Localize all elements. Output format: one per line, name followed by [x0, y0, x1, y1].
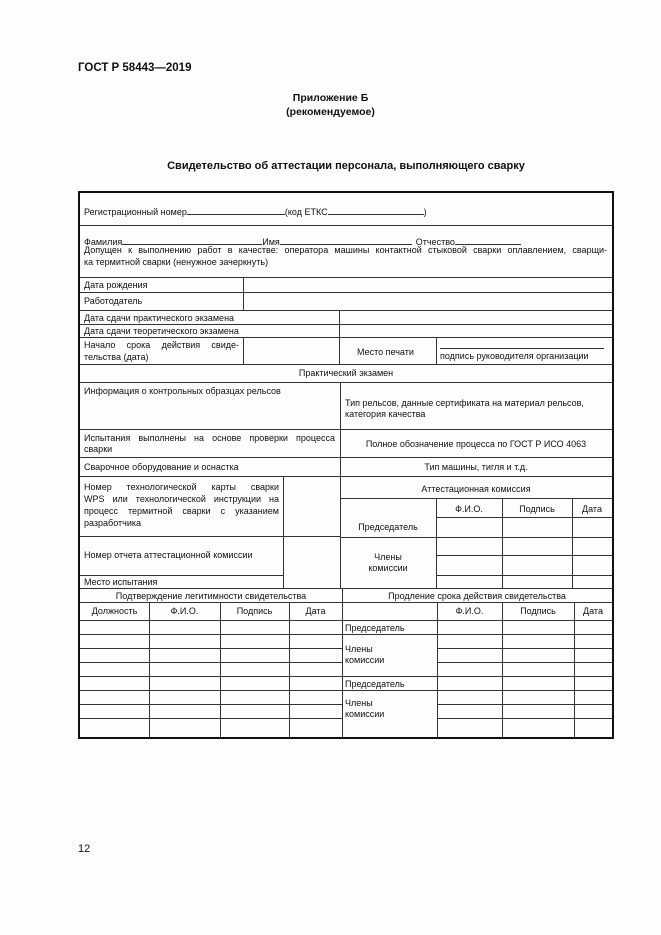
- practical-exam-date-label: Дата сдачи практического экзамена: [84, 313, 235, 323]
- registration-line: [84, 205, 427, 218]
- equipment-label: Сварочное оборудование и оснастка: [84, 462, 239, 472]
- divider: [80, 588, 612, 589]
- wps-line-4: разработчика: [84, 518, 141, 528]
- validity-start-label: [84, 340, 239, 363]
- divider: [339, 337, 340, 364]
- etks-code-field[interactable]: [328, 205, 424, 215]
- page-number: 12: [78, 843, 91, 855]
- table-row: [80, 690, 342, 691]
- divider: [80, 277, 612, 278]
- legitimacy-col-fio: Ф.И.О.: [170, 606, 199, 616]
- divider: [80, 457, 612, 458]
- wps-line-2: WPS или технологической инструкции на: [84, 494, 279, 504]
- divider: [436, 555, 612, 556]
- divider: [80, 575, 283, 576]
- name-label: Имя: [262, 237, 280, 247]
- divider: [243, 277, 244, 310]
- commission-col-fio: Ф.И.О.: [455, 504, 483, 514]
- tests-basis-line-1: Испытания выполнены на основе проверки процесса: [84, 433, 335, 443]
- document-standard-code: ГОСТ Р 58443—2019: [78, 62, 192, 74]
- divider: [436, 517, 612, 518]
- legitimacy-title: Подтверждение легитимности свидетельства: [115, 591, 307, 601]
- name-field[interactable]: [280, 235, 412, 245]
- table-row: [80, 662, 342, 663]
- divider: [80, 337, 612, 338]
- extension-chairman-1: Председатель: [345, 623, 405, 633]
- extension-title: Продление срока действия свидетельства: [388, 591, 566, 601]
- divider: [436, 575, 612, 576]
- table-row: [80, 718, 342, 719]
- extension-col-date: Дата: [583, 606, 603, 616]
- divider: [80, 429, 612, 430]
- table-row: [80, 648, 342, 649]
- surname-label: Фамилия: [84, 237, 123, 247]
- annex-status: (рекомендуемое): [286, 106, 375, 118]
- table-row: [437, 704, 612, 705]
- samples-info-label: Информация о контрольных образцах рельсов: [84, 386, 281, 396]
- report-number-label: Номер отчета аттестационной комиссии: [84, 550, 253, 560]
- extension-members-1-line-1: Члены: [345, 644, 373, 654]
- commission-col-signature: Подпись: [519, 504, 555, 514]
- divider: [80, 324, 612, 325]
- table-row: [80, 676, 342, 677]
- table-row: [342, 676, 612, 677]
- divider: [80, 364, 612, 365]
- divider: [149, 602, 150, 737]
- table-row: [437, 718, 612, 719]
- rail-type-line-2: категория качества: [345, 409, 426, 419]
- divider: [283, 476, 284, 589]
- extension-members-2-line-1: Члены: [345, 698, 373, 708]
- table-row: [80, 704, 342, 705]
- tests-basis-line-2: сварки: [84, 444, 113, 454]
- legitimacy-col-date: Дата: [305, 606, 326, 616]
- admitted-line-1: Допущен к выполнению работ в качестве: оператора машины контактной стыковой сварки оплавлением, сварщи-: [84, 245, 607, 255]
- signature-line[interactable]: [440, 348, 604, 349]
- commission-chairman-label: Председатель: [358, 522, 418, 532]
- org-head-signature-label: подпись руководителя организации: [440, 351, 589, 361]
- practical-exam-section-title: Практический экзамен: [298, 368, 394, 378]
- wps-line-3: процесс термитной сварки с указанием: [84, 506, 279, 516]
- employer-label: Работодатель: [84, 296, 143, 306]
- table-row: [342, 690, 612, 691]
- extension-chairman-2: Председатель: [345, 679, 405, 689]
- divider: [574, 602, 575, 737]
- validity-start-line-2: тельства (дата): [84, 351, 149, 362]
- commission-title: Аттестационная комиссия: [421, 484, 531, 494]
- rail-type-line-1: Тип рельсов, данные сертификата на материал рельсов,: [345, 398, 584, 408]
- annex-title: Приложение Б: [292, 92, 369, 104]
- etks-close: ): [423, 207, 427, 217]
- table-row: [80, 620, 342, 621]
- table-row: [342, 620, 612, 621]
- process-designation-label: Полное обозначение процесса по ГОСТ Р ИСО 4063: [365, 439, 587, 449]
- patronymic-label: Отчество: [415, 237, 455, 247]
- birth-date-label: Дата рождения: [84, 280, 148, 290]
- extension-members-2-line-2: комиссии: [345, 709, 385, 719]
- validity-start-line-1: Начало срока действия свиде-: [84, 340, 239, 350]
- admitted-line-2: ка термитной сварки (ненужное зачеркнуть): [84, 257, 269, 267]
- test-place-label: Место испытания: [84, 577, 158, 587]
- seal-place-label: Место печати: [357, 347, 414, 357]
- machine-type-label: Тип машины, тигля и т.д.: [424, 462, 528, 472]
- commission-members-line-2: комиссии: [368, 563, 408, 573]
- table-row: [80, 634, 342, 635]
- commission-col-date: Дата: [582, 504, 602, 514]
- commission-members-line-1: Члены: [374, 552, 402, 562]
- divider: [80, 602, 342, 603]
- wps-line-1: Номер технологической карты сварки: [84, 482, 279, 492]
- etks-label: (код ЕТКС: [284, 207, 328, 217]
- extension-col-fio: Ф.И.О.: [455, 606, 484, 616]
- extension-col-signature: Подпись: [520, 606, 556, 616]
- divider: [220, 602, 221, 737]
- divider: [80, 536, 340, 537]
- divider: [437, 602, 438, 737]
- divider: [502, 602, 503, 737]
- legitimacy-col-signature: Подпись: [236, 606, 273, 616]
- theory-exam-date-label: Дата сдачи теоретического экзамена: [84, 326, 239, 336]
- divider: [80, 382, 612, 383]
- divider: [243, 337, 244, 364]
- extension-members-1-line-2: комиссии: [345, 655, 385, 665]
- annex-heading: [0, 91, 661, 119]
- reg-number-label: Регистрационный номер: [84, 207, 187, 217]
- table-row: [437, 648, 612, 649]
- divider: [80, 310, 612, 311]
- divider: [289, 602, 290, 737]
- divider: [340, 537, 612, 538]
- table-row: [437, 662, 612, 663]
- divider: [80, 476, 612, 477]
- divider: [80, 225, 612, 226]
- patronymic-field[interactable]: [455, 235, 521, 245]
- divider: [342, 602, 612, 603]
- divider: [436, 337, 437, 364]
- divider: [342, 588, 343, 737]
- certificate-form: [78, 191, 614, 739]
- surname-field[interactable]: [122, 235, 262, 245]
- reg-number-field[interactable]: [187, 205, 285, 215]
- divider: [80, 292, 612, 293]
- table-row: [342, 634, 612, 635]
- certificate-title: Свидетельство об аттестации персонала, выполняющего сварку: [167, 160, 525, 172]
- legitimacy-col-position: Должность: [91, 606, 138, 616]
